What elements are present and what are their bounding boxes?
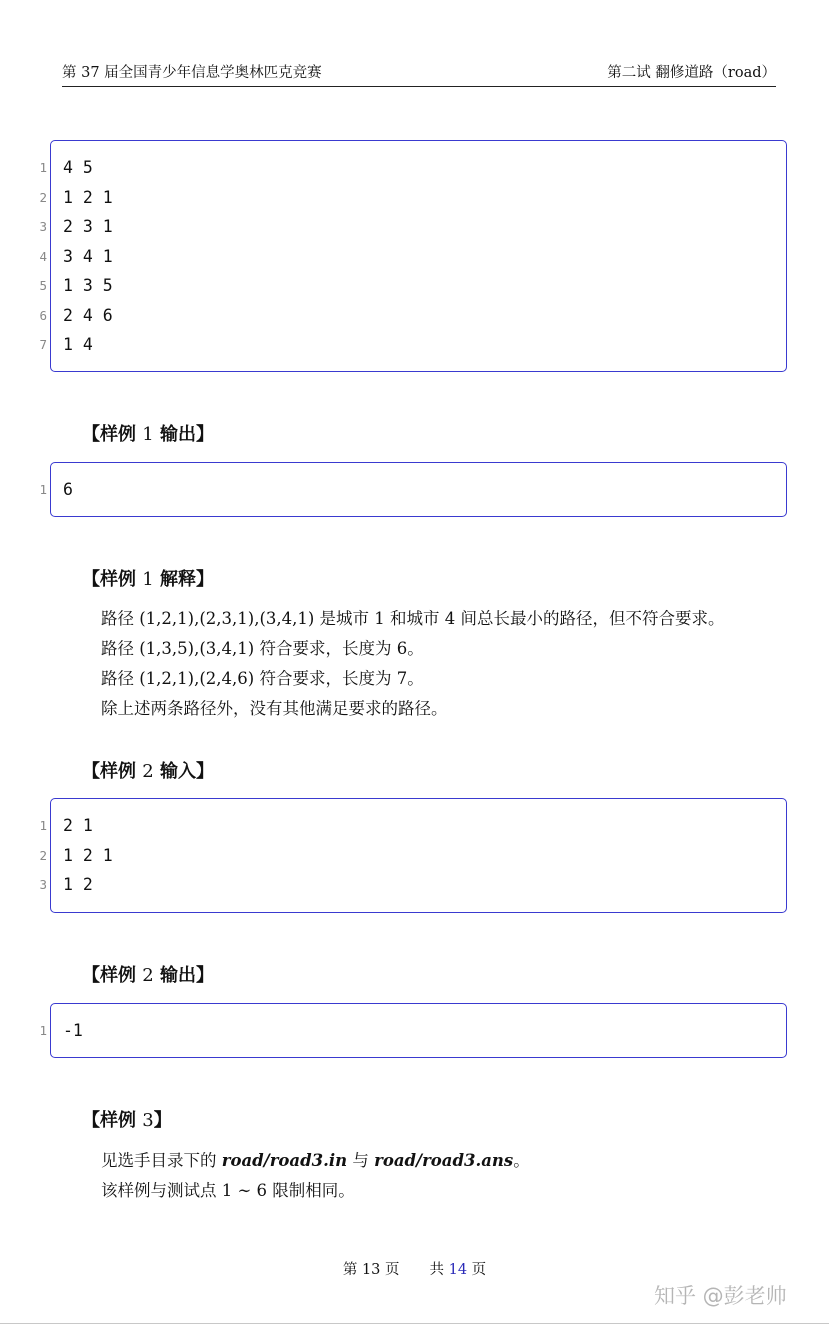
heading-number: 2 [142,761,154,782]
code-text: 3 4 1 [63,246,113,266]
line-number: 2 [39,189,47,205]
line-number: 5 [39,278,47,293]
text: 页 [380,1262,400,1278]
code-text: 2 3 1 [63,217,113,236]
sample-input-filename: road/road3.in [221,1151,348,1170]
page-footer [0,1258,829,1279]
line-number: 4 [39,248,47,264]
heading-text: 输出】 [153,965,215,986]
heading-text: 【样例 [82,965,143,986]
line-number: 3 [39,877,47,892]
line-number: 1 [39,818,47,833]
code-text: 1 3 5 [63,276,113,295]
heading-text: 解释】 [153,569,215,590]
sample2-input-box [39,798,787,913]
code-text: 1 2 1 [63,845,113,865]
sample2-output-box [39,1003,787,1058]
current-page: 13 [361,1262,381,1278]
heading-number: 1 [142,424,154,445]
heading-number: 2 [142,965,154,986]
text: 共 [429,1262,449,1278]
line-number: 1 [39,482,47,497]
problem-title: 第二试 翻修道路（road） [607,65,776,81]
page-header [62,62,776,87]
code-text: 2 1 [63,816,93,835]
heading-text: 输入】 [153,761,215,782]
explain-line: 路径 (1,3,5),(3,4,1) 符合要求，长度为 6。 [101,639,424,658]
line-number: 1 [39,1023,47,1038]
heading-number: 1 [142,569,154,590]
sample2-input-heading [82,757,214,783]
text: 页 [467,1262,487,1278]
sample1-output-heading [82,420,214,446]
heading-text: 【样例 [82,424,143,445]
heading-text: 【样例 [82,1110,143,1131]
sample3-files-line [101,1146,530,1176]
bottom-divider [0,1323,829,1324]
code-text: 6 [63,480,73,499]
sample3-constraint-line: 该样例与测试点 1 ∼ 6 限制相同。 [101,1181,355,1200]
sample1-output-box [39,462,787,517]
line-number: 3 [39,219,47,234]
sample1-input-box [39,140,787,372]
explain-line: 路径 (1,2,1),(2,4,6) 符合要求，长度为 7。 [101,669,424,688]
explain-line: 路径 (1,2,1),(2,3,1),(3,4,1) 是城市 1 和城市 4 间总长最小的路径，但不符合要求。 [101,609,725,628]
page-number [343,1262,400,1278]
watermark: 知乎 @彭老帅 [654,1284,787,1308]
text: 与 [347,1151,375,1170]
explain-line: 除上述两条路径外，没有其他满足要求的路径。 [101,699,448,718]
text: 第 [342,1262,362,1278]
total-pages [430,1262,487,1278]
code-text: 4 5 [63,158,93,177]
line-number: 6 [39,307,47,323]
heading-text: 输出】 [153,424,215,445]
sample2-output-heading [82,961,214,987]
code-text: 1 2 1 [63,187,113,207]
heading-text: 【样例 [82,569,143,590]
sample-answer-filename: road/road3.ans [374,1151,514,1170]
line-number: 2 [39,847,47,863]
total-page-link[interactable]: 14 [448,1262,468,1278]
code-text: -1 [63,1021,83,1040]
text: 。 [513,1151,530,1170]
line-number: 7 [39,337,47,352]
sample3-heading [82,1106,172,1132]
contest-title: 第 37 届全国青少年信息学奥林匹克竞赛 [62,65,322,81]
sample1-explain-heading [82,565,214,591]
heading-text: 【样例 [82,761,143,782]
code-text: 1 4 [63,335,93,354]
line-number: 1 [39,160,47,175]
text: 见选手目录下的 [101,1151,222,1170]
code-text: 2 4 6 [63,305,113,325]
code-text: 1 2 [63,875,93,894]
heading-number: 3 [142,1110,154,1131]
heading-text: 】 [153,1110,172,1131]
